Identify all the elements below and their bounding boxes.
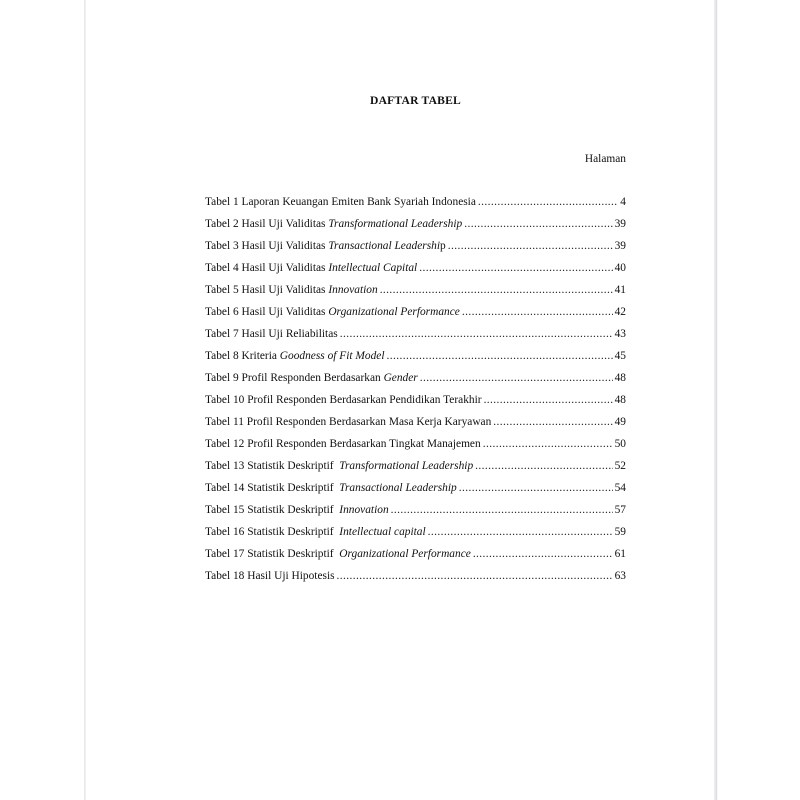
toc-entry-text: Tabel 16 Statistik Deskriptif xyxy=(205,526,340,538)
toc-entry-text: Tabel 3 Hasil Uji Validitas xyxy=(205,240,329,252)
toc-entry[interactable] xyxy=(205,195,626,217)
page-right-shadow xyxy=(717,0,718,800)
toc-entry-label xyxy=(205,327,338,341)
toc-entry-italic-term: Organizational Performance xyxy=(328,306,460,318)
toc-page-number: 42 xyxy=(614,306,626,318)
toc-dot-leader xyxy=(493,415,612,429)
toc-entry[interactable] xyxy=(205,547,626,569)
toc-page-number: 45 xyxy=(614,350,626,362)
toc-entry-italic-term: Innovation xyxy=(339,504,389,516)
toc-entry-label xyxy=(205,503,389,517)
toc-entry[interactable] xyxy=(205,503,626,525)
toc-entry-label xyxy=(205,569,335,583)
toc-entry-italic-term: Intellectual Capital xyxy=(328,262,418,274)
toc-entry-text: Tabel 15 Statistik Deskriptif xyxy=(205,504,340,516)
toc-entry-label xyxy=(205,217,462,231)
toc-page-number: 48 xyxy=(614,372,626,384)
toc-page-number: 49 xyxy=(614,416,626,428)
toc-page-number: 50 xyxy=(614,438,626,450)
toc-dot-leader xyxy=(380,283,613,297)
toc-entry-text: Tabel 2 Hasil Uji Validitas xyxy=(205,218,329,230)
toc-entry-italic-term: Intellectual capital xyxy=(339,526,426,538)
toc-entry[interactable] xyxy=(205,283,626,305)
toc-entry-label xyxy=(205,393,482,407)
toc-entry-text: Tabel 10 Profil Responden Berdasarkan Pendidikan Terakhir xyxy=(205,394,482,406)
toc-entry[interactable] xyxy=(205,393,626,415)
page-left-edge xyxy=(84,0,86,800)
toc-entry[interactable] xyxy=(205,349,626,371)
toc-entry-text: Tabel 14 Statistik Deskriptif xyxy=(205,482,340,494)
toc-page-number: 63 xyxy=(614,570,626,582)
toc-entry-text: Tabel 6 Hasil Uji Validitas xyxy=(205,306,329,318)
toc-page-number: 54 xyxy=(614,482,626,494)
toc-entry[interactable] xyxy=(205,371,626,393)
toc-entry-label xyxy=(205,305,460,319)
toc-entry-text: Tabel 12 Profil Responden Berdasarkan Tingkat Manajemen xyxy=(205,438,481,450)
toc-entry-label xyxy=(205,525,426,539)
toc-entry-label xyxy=(205,261,417,275)
toc-entry-italic-term: Organizational Performance xyxy=(339,548,471,560)
toc-page-number: 61 xyxy=(614,548,626,560)
toc-dot-leader xyxy=(340,327,613,341)
toc-entry[interactable] xyxy=(205,415,626,437)
toc-dot-leader xyxy=(337,569,613,583)
table-of-tables xyxy=(205,195,626,591)
toc-page-number: 4 xyxy=(620,196,626,208)
toc-entry-text: Tabel 4 Hasil Uji Validitas xyxy=(205,262,329,274)
toc-page-number: 59 xyxy=(614,526,626,538)
toc-entry-italic-term: Transactional Leadershi xyxy=(328,240,441,252)
toc-entry-italic-term: Transactional Leadership xyxy=(339,482,457,494)
toc-page-number: 39 xyxy=(614,218,626,230)
toc-entry-label xyxy=(205,239,446,253)
toc-dot-leader xyxy=(419,261,612,275)
toc-dot-leader xyxy=(420,371,613,385)
toc-entry[interactable] xyxy=(205,239,626,261)
toc-page-number: 43 xyxy=(614,328,626,340)
toc-dot-leader xyxy=(484,393,613,407)
toc-entry-label xyxy=(205,459,473,473)
toc-entry-text: Tabel 18 Hasil Uji Hipotesis xyxy=(205,570,335,582)
toc-page-number: 41 xyxy=(614,284,626,296)
toc-entry[interactable] xyxy=(205,305,626,327)
toc-dot-leader xyxy=(448,239,613,253)
toc-entry-text: Tabel 5 Hasil Uji Validitas xyxy=(205,284,329,296)
toc-dot-leader xyxy=(464,217,612,231)
toc-entry-text: Tabel 1 Laporan Keuangan Emiten Bank Syariah Indonesia xyxy=(205,196,476,208)
toc-page-number: 40 xyxy=(614,262,626,274)
toc-dot-leader xyxy=(473,547,613,561)
toc-entry-label xyxy=(205,195,476,209)
toc-entry[interactable] xyxy=(205,327,626,349)
toc-entry-label xyxy=(205,481,457,495)
toc-page-number: 48 xyxy=(614,394,626,406)
toc-entry-label xyxy=(205,283,378,297)
toc-dot-leader xyxy=(428,525,613,539)
toc-dot-leader xyxy=(462,305,613,319)
toc-dot-leader xyxy=(478,195,618,209)
toc-entry-italic-term: Innovation xyxy=(328,284,378,296)
toc-dot-leader xyxy=(387,349,613,363)
toc-dot-leader xyxy=(391,503,613,517)
toc-entry[interactable] xyxy=(205,569,626,591)
toc-page-number: 39 xyxy=(614,240,626,252)
toc-entry-label xyxy=(205,371,418,385)
toc-dot-leader xyxy=(475,459,612,473)
toc-entry-text: Tabel 13 Statistik Deskriptif xyxy=(205,460,340,472)
toc-dot-leader xyxy=(459,481,613,495)
toc-entry[interactable] xyxy=(205,261,626,283)
toc-entry-italic-term: Transformational Leadership xyxy=(339,460,474,472)
toc-entry[interactable] xyxy=(205,525,626,547)
toc-entry-italic-term: Gender xyxy=(383,372,418,384)
toc-entry-label xyxy=(205,437,481,451)
toc-entry-text: Tabel 17 Statistik Deskriptif xyxy=(205,548,340,560)
toc-entry-suffix: p xyxy=(440,240,446,252)
toc-entry-italic-term: Goodness of Fit Model xyxy=(279,350,385,362)
toc-entry[interactable] xyxy=(205,437,626,459)
page-column-header: Halaman xyxy=(584,153,626,165)
toc-entry-text: Tabel 9 Profil Responden Berdasarkan xyxy=(205,372,384,384)
toc-entry-text: Tabel 8 Kriteria xyxy=(205,350,280,362)
toc-dot-leader xyxy=(483,437,613,451)
toc-entry-label xyxy=(205,349,385,363)
toc-entry[interactable] xyxy=(205,217,626,239)
toc-entry-italic-term: Transformational Leadership xyxy=(328,218,463,230)
toc-page-number: 57 xyxy=(614,504,626,516)
toc-entry-label xyxy=(205,415,491,429)
toc-entry-text: Tabel 7 Hasil Uji Reliabilitas xyxy=(205,328,338,340)
toc-entry-text: Tabel 11 Profil Responden Berdasarkan Masa Kerja Karyawan xyxy=(205,416,492,428)
toc-page-number: 52 xyxy=(614,460,626,472)
toc-entry[interactable] xyxy=(205,459,626,481)
toc-entry-label xyxy=(205,547,471,561)
toc-entry[interactable] xyxy=(205,481,626,503)
page-title: DAFTAR TABEL xyxy=(370,94,461,107)
